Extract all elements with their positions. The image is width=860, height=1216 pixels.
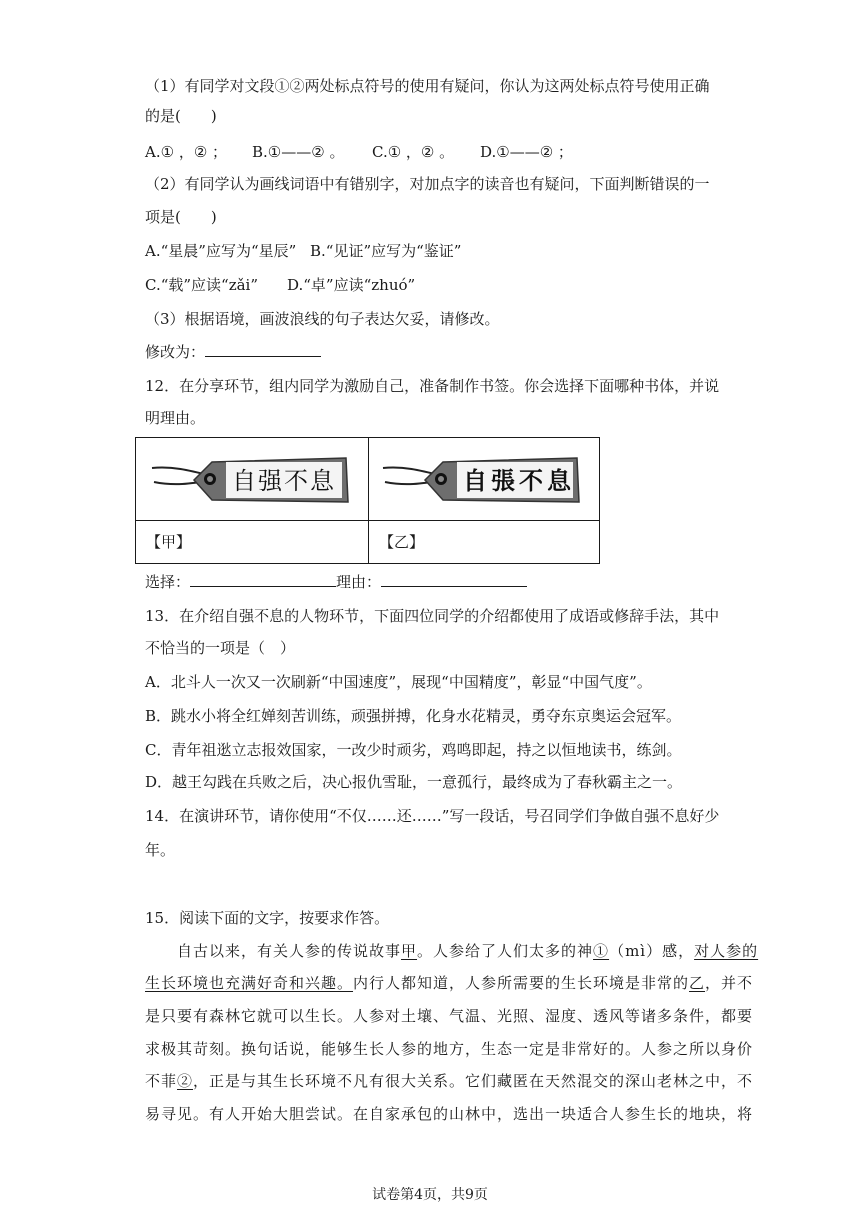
bookmark-b-cell (369, 438, 600, 521)
wavy-underlined-sentence: 对人参的 (694, 942, 759, 960)
q11-part2-option-a: A.“星晨”应写为“星辰” (145, 242, 297, 260)
passage-text: 不菲 (145, 1072, 178, 1090)
q11-part3-answer-label: 修改为： (145, 343, 206, 361)
blank-marker-1: ① (593, 942, 610, 960)
q11-part3-answer-row (145, 342, 715, 362)
q12-reason-label: 理由： (336, 573, 382, 591)
q14-line1: 14．在演讲环节，请你使用“不仅……还……”写一段话，号召同学们争做自强不息好少 (145, 807, 720, 825)
q12-line1: 12．在分享环节，组内同学为激励自己，准备制作书签。你会选择下面哪种书体，并说 (145, 377, 720, 395)
q11-part1-line2: 的是( ) (145, 107, 217, 125)
q15-passage-line2 (145, 973, 754, 993)
bookmark-b-label: 【乙】 (369, 521, 600, 564)
bookmark-table (135, 437, 600, 564)
blank-marker-jia: 甲 (401, 942, 418, 960)
q11-part3-line1: （3）根据语境，画波浪线的句子表达欠妥，请修改。 (145, 310, 500, 328)
q11-part2-option-c: C.“载”应读“zǎi” (145, 276, 259, 294)
passage-text: 自古以来，有关人参的传说故事 (145, 942, 402, 960)
q11-part2-option-d: D.“卓”应读“zhuó” (287, 276, 416, 294)
passage-text: ，并不 (705, 974, 754, 992)
q11-part2-option-b: B.“见证”应写为“鉴证” (310, 242, 462, 260)
q12-choice-blank[interactable] (190, 572, 336, 587)
q13-option-b: B．跳水小将全红婵刻苦训练，顽强拼搏，化身水花精灵，勇夺东京奥运会冠军。 (145, 707, 682, 725)
q11-part1-option-a: A.① ，② ； (145, 143, 228, 161)
q13-line2: 不恰当的一项是（ ） (145, 639, 296, 657)
page-footer: 试卷第4页，共9页 (372, 1187, 488, 1203)
q12-reason-blank[interactable] (381, 572, 527, 587)
q15-passage-line1 (145, 941, 759, 961)
blank-marker-yi: 乙 (689, 974, 706, 992)
passage-text: （mì）感， (609, 942, 695, 960)
bookmark-a (150, 452, 350, 506)
bookmark-a-text: 自强不息 (232, 467, 336, 495)
q14-line2: 年。 (145, 841, 176, 859)
q11-part2-line1: （2）有同学认为画线词语中有错别字，对加点字的读音也有疑问，下面判断错误的一 (145, 175, 710, 193)
passage-text: ，正是与其生长环境不凡有很大关系。它们藏匿在天然混交的深山老林之中，不 (193, 1072, 754, 1090)
q11-part3-answer-blank[interactable] (205, 342, 321, 357)
q11-part1-option-d: D.①——② ； (480, 143, 573, 161)
q12-answer-row (145, 572, 715, 592)
q12-line2: 明理由。 (145, 409, 206, 427)
bookmark-b-text: 自張不息 (463, 466, 575, 495)
passage-text: 内行人都知道，人参所需要的生长环境是非常的 (353, 974, 690, 992)
q11-part1-option-b: B.①——② 。 (252, 143, 345, 161)
q11-part1-line1: （1）有同学对文段①②两处标点符号的使用有疑问，你认为这两处标点符号使用正确 (145, 77, 710, 95)
q13-line1: 13．在介绍自强不息的人物环节，下面四位同学的介绍都使用了成语或修辞手法，其中 (145, 607, 720, 625)
bookmark-a-cell (136, 438, 369, 521)
q15-passage-line3: 是只要有森林它就可以生长。人参对土壤、气温、光照、湿度、透风等诸多条件，都要 (145, 1007, 754, 1025)
q15-passage-line6: 易寻见。有人开始大胆尝试。在自家承包的山林中，选出一块适合人参生长的地块，将 (145, 1105, 754, 1123)
q15-passage-line5 (145, 1071, 754, 1091)
bookmark-a-label: 【甲】 (136, 521, 369, 564)
q12-choice-label: 选择： (145, 573, 191, 591)
q13-option-a: A．北斗人一次又一次刷新“中国速度”，展现“中国精度”，彰显“中国气度”。 (145, 673, 652, 691)
blank-marker-2: ② (177, 1072, 194, 1090)
q13-option-c: C．青年祖逖立志报效国家，一改少时顽劣，鸡鸣即起，持之以恒地读书，练剑。 (145, 741, 682, 759)
passage-text: 。人参给了人们太多的神 (417, 942, 594, 960)
q13-option-d: D．越王勾践在兵败之后，决心报仇雪耻，一意孤行，最终成为了春秋霸主之一。 (145, 773, 683, 791)
q11-part1-option-c: C.① ，② 。 (372, 143, 455, 161)
wavy-underlined-sentence: 生长环境也充满好奇和兴趣。 (145, 974, 354, 992)
q15-passage-line4: 求极其苛刻。换句话说，能够生长人参的地方，生态一定是非常好的。人参之所以身价 (145, 1040, 754, 1058)
q11-part2-line2: 项是( ) (145, 208, 217, 226)
bookmark-b (381, 452, 581, 506)
q15-title: 15．阅读下面的文字，按要求作答。 (145, 909, 390, 927)
